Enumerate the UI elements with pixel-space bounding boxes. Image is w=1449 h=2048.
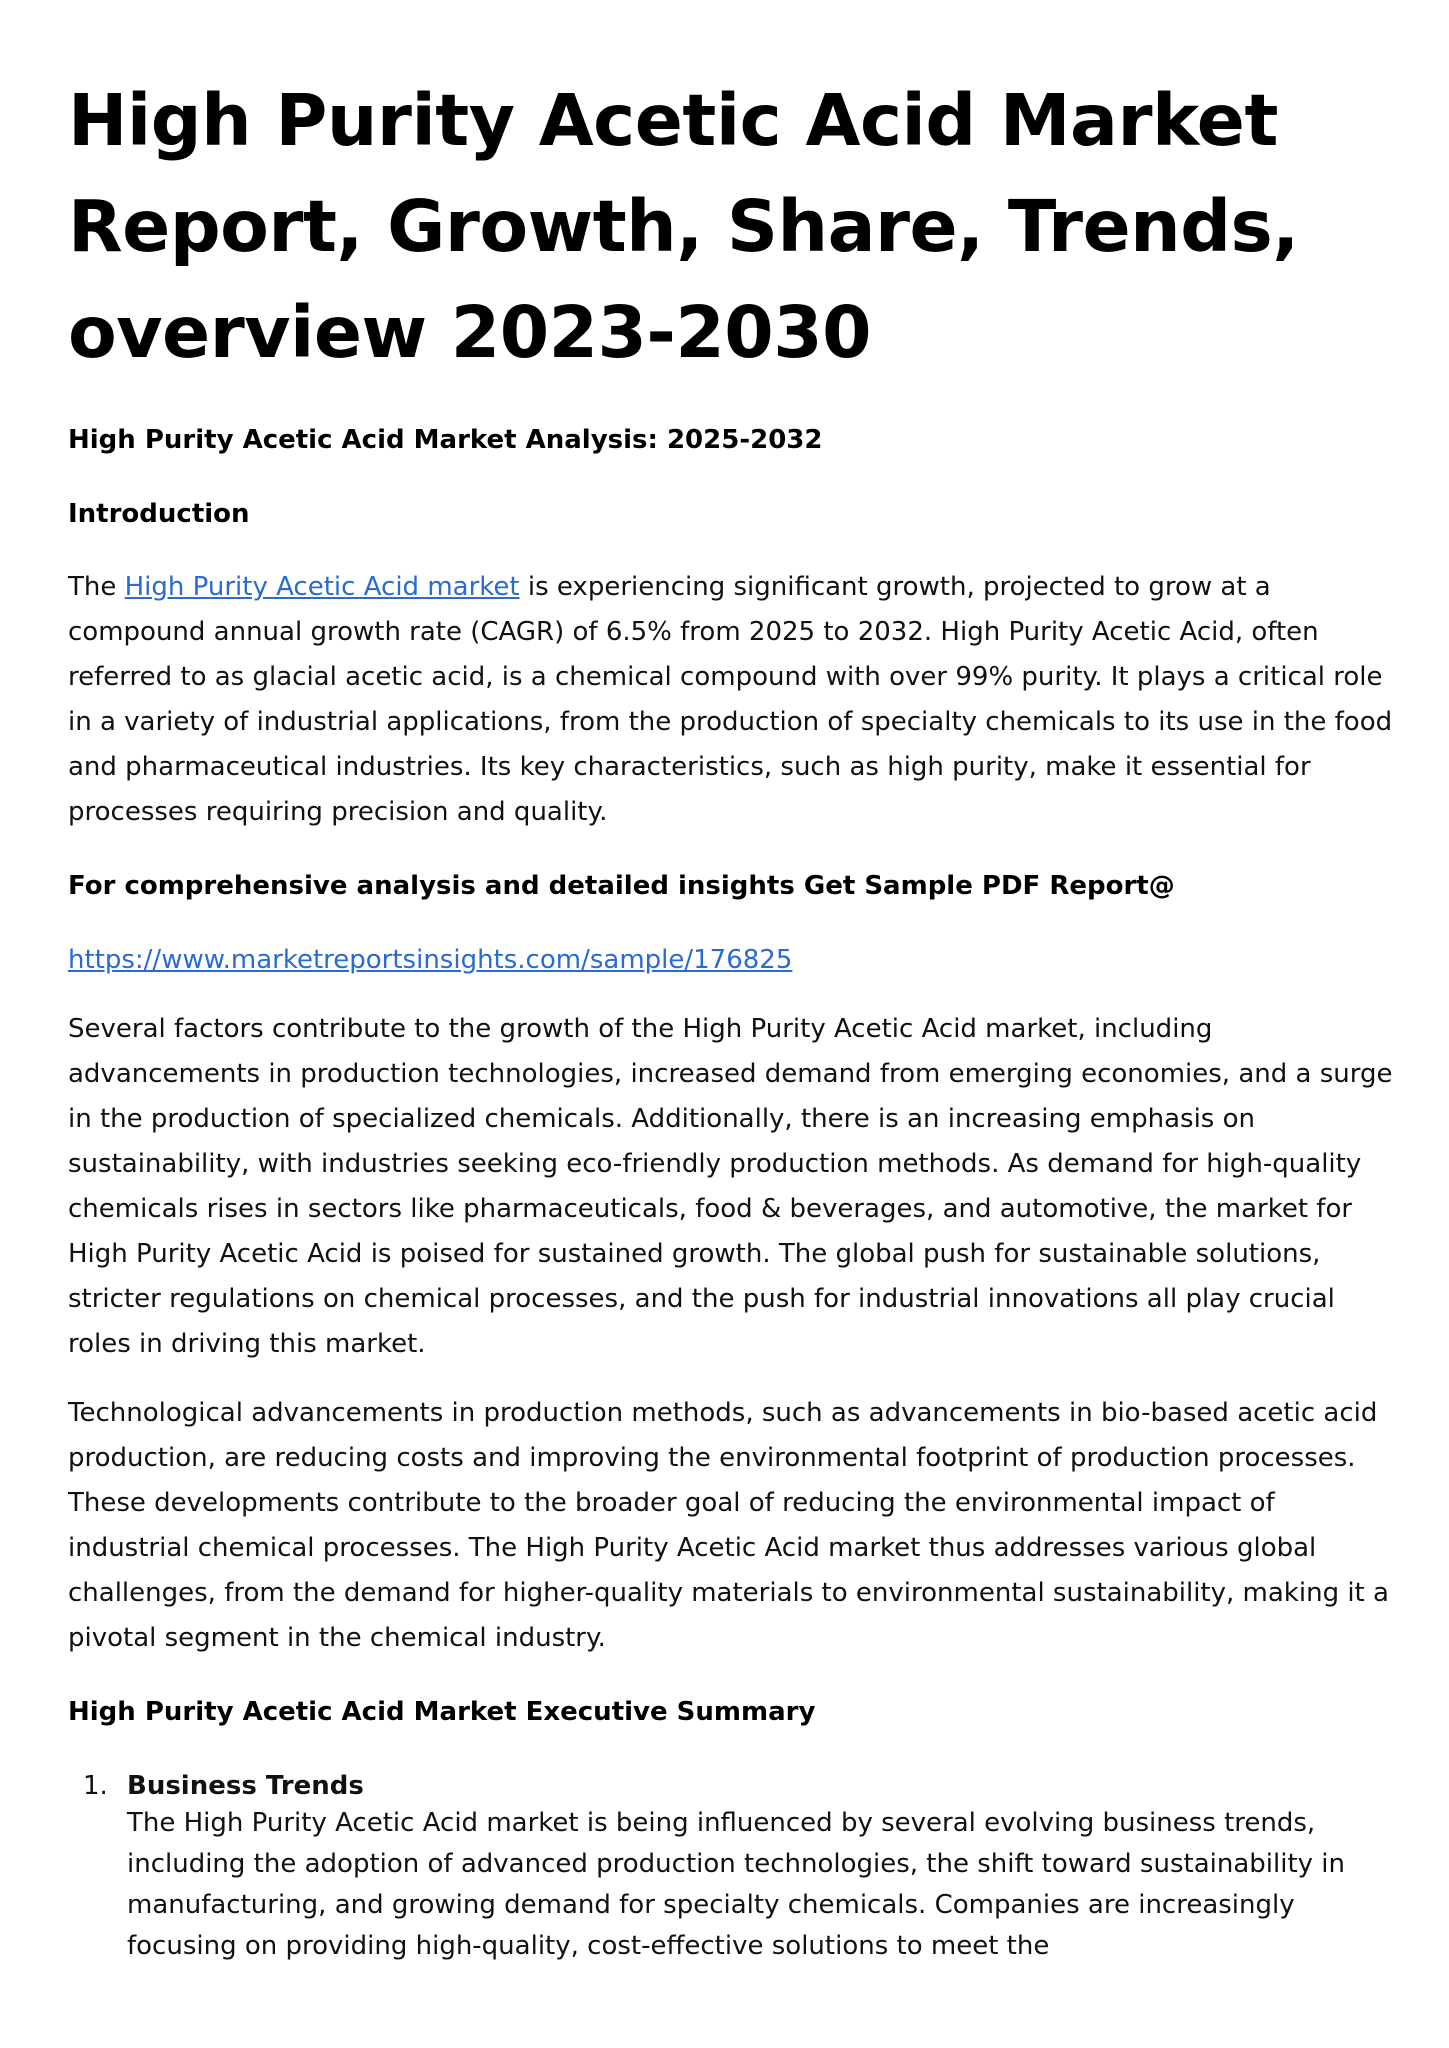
page-title: High Purity Acetic Acid Market Report, Growth, Share, Trends, overview 2023-2030	[68, 79, 1299, 374]
intro-body: is experiencing significant growth, projected to grow at a compound annual growth rate (CAGR) of 6.5% from 2025 to 2032. High Purity Acetic Acid, often referred to as glacial acetic acid, is a chemical compound with over 99% purity. It plays a critical role in a variety of industrial applications, from the production of specialty chemicals to its use in the food and pharmaceutical industries. Its key characteristics, such as high purity, make it essential for processes requiring precision and quality.	[68, 572, 1393, 827]
intro-prefix: The	[68, 572, 125, 602]
document-page	[68, 0, 1398, 1967]
intro-paragraph	[68, 565, 1398, 835]
executive-summary-heading: High Purity Acetic Acid Market Executive Summary	[68, 1697, 816, 1727]
sample-report-link[interactable]: https://www.marketreportsinsights.com/sample/176825	[68, 945, 793, 975]
sample-url-line	[68, 943, 1398, 977]
analysis-heading: High Purity Acetic Acid Market Analysis: 2025-2032	[68, 425, 823, 455]
summary-item-number: 1.	[83, 1771, 108, 1801]
market-link[interactable]: High Purity Acetic Acid market	[124, 572, 520, 602]
summary-item-business-trends	[68, 1769, 1398, 1967]
summary-item-body: The High Purity Acetic Acid market is being influenced by several evolving business trends, including the adoption of advanced production technologies, the shift toward sustainability in manufacturing, and growing demand for specialty chemicals. Companies are increasingly focusing on providing high-quality, cost-effective solutions to meet the	[127, 1808, 1345, 1961]
growth-factors-paragraph: Several factors contribute to the growth of the High Purity Acetic Acid market, including advancements in production technologies, increased demand from emerging economies, and a surge in the production of specialized chemicals. Additionally, there is an increasing emphasis on sustainability, with industries seeking eco-friendly production methods. As demand for high-quality chemicals rises in sectors like pharmaceuticals, food & beverages, and automotive, the market for High Purity Acetic Acid is poised for sustained growth. The global push for sustainable solutions, stricter regulations on chemical processes, and the push for industrial innovations all play crucial roles in driving this market.	[68, 1014, 1393, 1359]
summary-item-title: Business Trends	[127, 1771, 364, 1801]
sample-report-cta: For comprehensive analysis and detailed insights Get Sample PDF Report@	[68, 871, 1175, 901]
introduction-heading: Introduction	[68, 499, 250, 529]
technology-paragraph: Technological advancements in production methods, such as advancements in bio-based acetic acid production, are reducing costs and improving the environmental footprint of production processes. These developments contribute to the broader goal of reducing the environmental impact of industrial chemical processes. The High Purity Acetic Acid market thus addresses various global challenges, from the demand for higher-quality materials to environmental sustainability, making it a pivotal segment in the chemical industry.	[68, 1398, 1389, 1653]
executive-summary-list	[68, 1769, 1398, 1967]
